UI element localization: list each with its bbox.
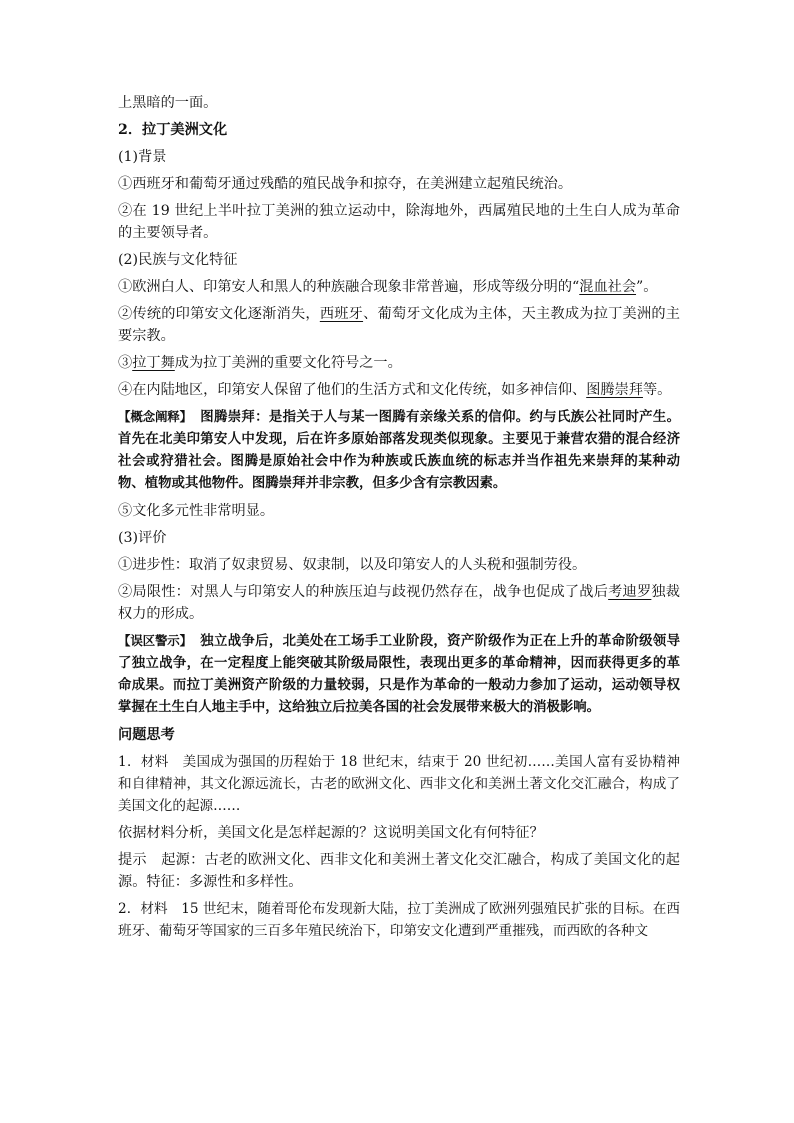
text-span: ①欧洲白人、印第安人和黑人的种族融合现象非常普遍，形成等级分明的“ xyxy=(118,279,580,295)
text-line xyxy=(118,352,680,374)
text-paragraph: ②在 19 世纪上半叶拉丁美洲的独立运动中，除海地外，西属殖民地的土生白人成为革命的主要领导者。 xyxy=(118,203,680,241)
text-line: ①西班牙和葡萄牙通过残酷的殖民战争和掠夺，在美洲建立起殖民统治。 xyxy=(118,176,573,192)
misconception-note xyxy=(118,630,680,719)
text-span: ④在内陆地区，印第安人保留了他们的生活方式和文化传统，如多神信仰、 xyxy=(118,382,587,398)
text-span: ”。 xyxy=(636,279,658,295)
text-span: 、葡萄牙文化成为主体，天主教成为拉丁美洲的主要宗教。 xyxy=(118,306,680,344)
hint-paragraph: 提示 起源：古老的欧洲文化、西非文化和美洲土著文化交汇融合，构成了美国文化的起源。特征：多源性和多样性。 xyxy=(118,852,680,890)
note-tag: 【误区警示】 xyxy=(118,633,192,648)
underlined-term: 西班牙 xyxy=(319,306,364,322)
text-span: ②局限性：对黑人与印第安人的种族压迫与歧视仍然存在，战争也促成了战后 xyxy=(118,584,609,600)
text-line: ①进步性：取消了奴隶贸易、奴隶制，以及印第安人的人头税和强制劳役。 xyxy=(118,557,587,573)
subsection-heading: (2)民族与文化特征 xyxy=(118,252,238,268)
note-tag: 【概念阐释】 xyxy=(118,409,192,424)
subsection-heading: (1)背景 xyxy=(118,149,167,165)
text-line: ⑤文化多元性非常明显。 xyxy=(118,503,275,519)
question-material: 2．材料 15 世纪末，随着哥伦布发现新大陆，拉丁美洲成了欧洲列强殖民扩张的目标。在西班牙、葡萄牙等国家的三百多年殖民统治下，印第安文化遭到严重摧残，而西欧的各种文 xyxy=(118,901,680,939)
question-material: 1．材料 美国成为强国的历程始于 18 世纪末，结束于 20 世纪初……美国人富有妥协精神和自律精神，其文化源远流长，古老的欧洲文化、西非文化和美洲土著文化交汇融合，构成了美国文化的起源…… xyxy=(118,754,680,814)
text-span: 成为拉丁美洲的重要文化符号之一。 xyxy=(174,355,402,371)
concept-note xyxy=(118,406,680,495)
underlined-term: 考迪罗 xyxy=(608,584,652,600)
text-span: 等。 xyxy=(642,382,672,398)
text-span: 独裁权力的形成。 xyxy=(118,584,680,622)
section-heading: 2．拉丁美洲文化 xyxy=(118,122,228,138)
text-line xyxy=(118,276,680,298)
underlined-term: 图腾崇拜 xyxy=(586,382,643,398)
underlined-term: 混血社会 xyxy=(579,279,637,295)
underlined-term: 拉丁舞 xyxy=(132,355,175,371)
note-text: 图腾崇拜：是指关于人与某一图腾有亲缘关系的信仰。约与氏族公社同时产生。首先在北美印第安人中发现，后在许多原始部落发现类似现象。主要见于兼营农猎的混合经济社会或狩猎社会。图腾是原始社会中作为种族或氏族血统的标志并当作祖先来崇拜的某种动物、植物或其他物件。图腾崇拜并非宗教，但多少含有宗教因素。 xyxy=(118,410,680,491)
question-prompt: 依据材料分析，美国文化是怎样起源的？这说明美国文化有何特征？ xyxy=(118,825,544,841)
note-text: 独立战争后，北美处在工场手工业阶段，资产阶级作为正在上升的革命阶级领导了独立战争，在一定程度上能突破其阶级局限性，表现出更多的革命精神，因而获得更多的革命成果。而拉丁美洲资产阶级的力量较弱，只是作为革命的一般动力参加了运动，运动领导权掌握在土生白人地主手中，这给独立后拉美各国的社会发展带来极大的消极影响。 xyxy=(118,634,680,715)
text-span: ③ xyxy=(118,355,133,371)
text-paragraph xyxy=(118,581,680,625)
section-heading: 问题思考 xyxy=(118,727,175,743)
document-page xyxy=(118,92,680,947)
subsection-heading: (3)评价 xyxy=(118,530,167,546)
text-span: ②传统的印第安文化逐渐消失， xyxy=(118,306,320,322)
text-paragraph xyxy=(118,303,680,347)
text-line xyxy=(118,379,680,401)
text-line: 上黑暗的一面。 xyxy=(118,95,218,111)
